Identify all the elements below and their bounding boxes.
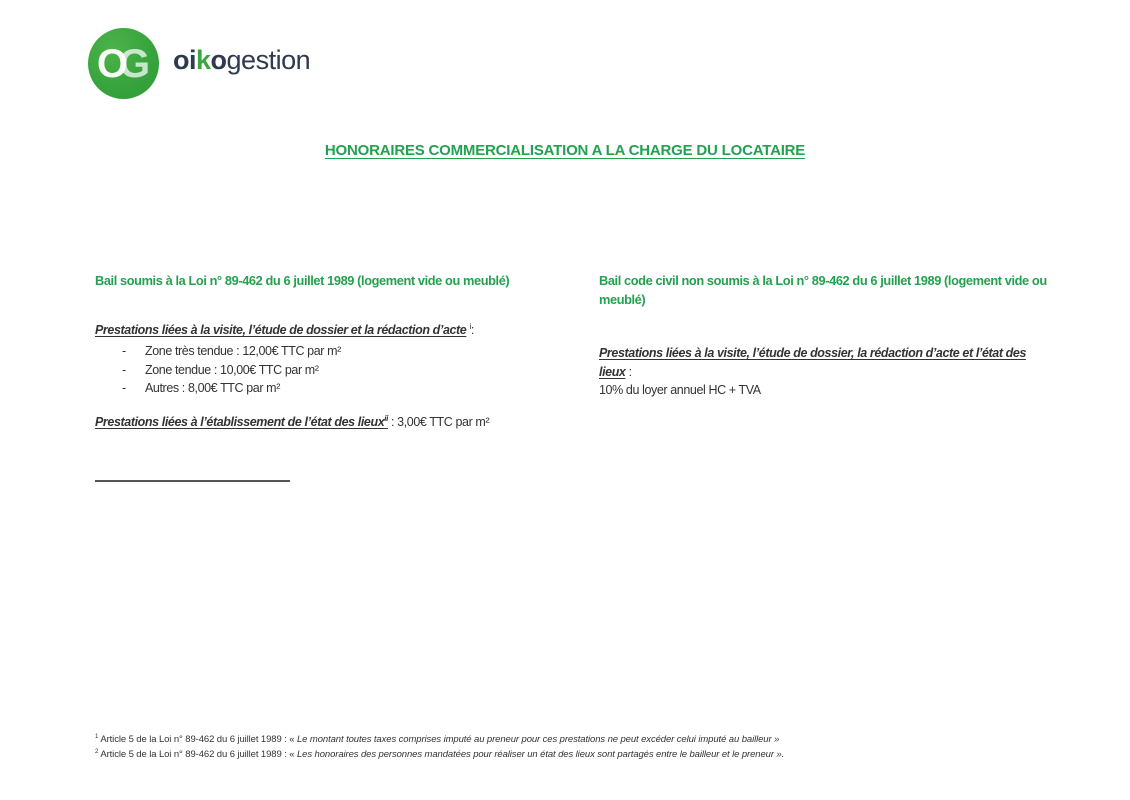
footnote-2-quote: Les honoraires des personnes mandatées pour réaliser un état des lieux sont partagés entre le bailleur et le preneur ». <box>297 748 785 760</box>
footnote-2-marker: 2 <box>95 747 99 755</box>
footnote-1-prefix: Article 5 de la Loi n° 89-462 du 6 juillet 1989 : « <box>100 734 297 745</box>
document-title <box>0 142 1130 160</box>
right-column-heading: Bail code civil non soumis à la Loi n° 89-462 du 6 juillet 1989 (logement vide ou meublé) <box>599 273 1047 307</box>
column-bail-code-civil <box>599 272 1051 400</box>
footnote-ref-ii: ii <box>384 413 388 423</box>
logo-monogram-o: O <box>96 41 119 86</box>
left-column-heading: Bail soumis à la Loi n° 89-462 du 6 juillet 1989 (logement vide ou meublé) <box>95 273 510 288</box>
logo-wordmark-o: o <box>210 45 227 75</box>
list-item-zone-tendue <box>95 361 565 380</box>
footnote-1-quote: Le montant toutes taxes comprises imputé au preneur pour ces prestations ne peut excéder celui imputé au bailleur » <box>297 734 780 745</box>
logo-wordmark <box>173 47 310 80</box>
logo-wordmark-gestion: gestion <box>226 45 311 75</box>
footnote-1 <box>95 733 1055 748</box>
footnote-ref-i: i <box>469 321 471 331</box>
footnotes <box>95 733 1055 762</box>
left-section-visite <box>95 321 565 398</box>
logo-monogram-g: G <box>119 41 142 86</box>
logo-circle-icon <box>88 28 159 99</box>
dash-bullet: - <box>122 344 126 358</box>
list-item-text: Zone tendue : 10,00€ TTC par m² <box>145 362 319 377</box>
dash-bullet: - <box>122 381 126 395</box>
right-section-label: Prestations liées à la visite, l’étude de dossier, la rédaction d’acte et l’état des lieux <box>599 346 1027 379</box>
document-title-text: HONORAIRES COMMERCIALISATION A LA CHARGE DU LOCATAIRE <box>324 142 806 159</box>
list-item-zone-tres-tendue <box>95 342 565 361</box>
left-section-visite-label: Prestations liées à la visite, l’étude de dossier et la rédaction d’acte <box>95 322 467 337</box>
footnote-1-marker: 1 <box>95 732 99 740</box>
logo-wordmark-k: k <box>196 45 211 75</box>
right-section-colon: : <box>625 364 632 379</box>
right-section-value: 10% du loyer annuel HC + TVA <box>599 383 761 397</box>
footnote-2-prefix: Article 5 de la Loi n° 89-462 du 6 juillet 1989 : « <box>100 748 297 760</box>
list-item-text: Zone très tendue : 12,00€ TTC par m² <box>145 344 341 358</box>
right-section-prestations <box>599 344 1051 400</box>
list-item-autres <box>95 379 565 398</box>
left-section-etat-label-text: Prestations liées à l’établissement de l’état des lieux <box>95 414 385 429</box>
left-section-etat-des-lieux <box>95 413 565 432</box>
company-logo <box>88 28 310 99</box>
logo-wordmark-oi: oi <box>173 45 196 75</box>
zone-price-list <box>95 342 565 398</box>
logo-monogram <box>96 41 150 86</box>
footnote-2 <box>95 748 1055 763</box>
list-item-text: Autres : 8,00€ TTC par m² <box>145 381 280 395</box>
left-section-visite-colon: : <box>470 322 474 337</box>
footnote-separator-line <box>95 480 290 482</box>
dash-bullet: - <box>122 362 126 377</box>
left-section-etat-value: : 3,00€ TTC par m² <box>387 414 490 429</box>
left-section-etat-label <box>95 415 388 429</box>
column-bail-loi-1989 <box>95 272 565 482</box>
